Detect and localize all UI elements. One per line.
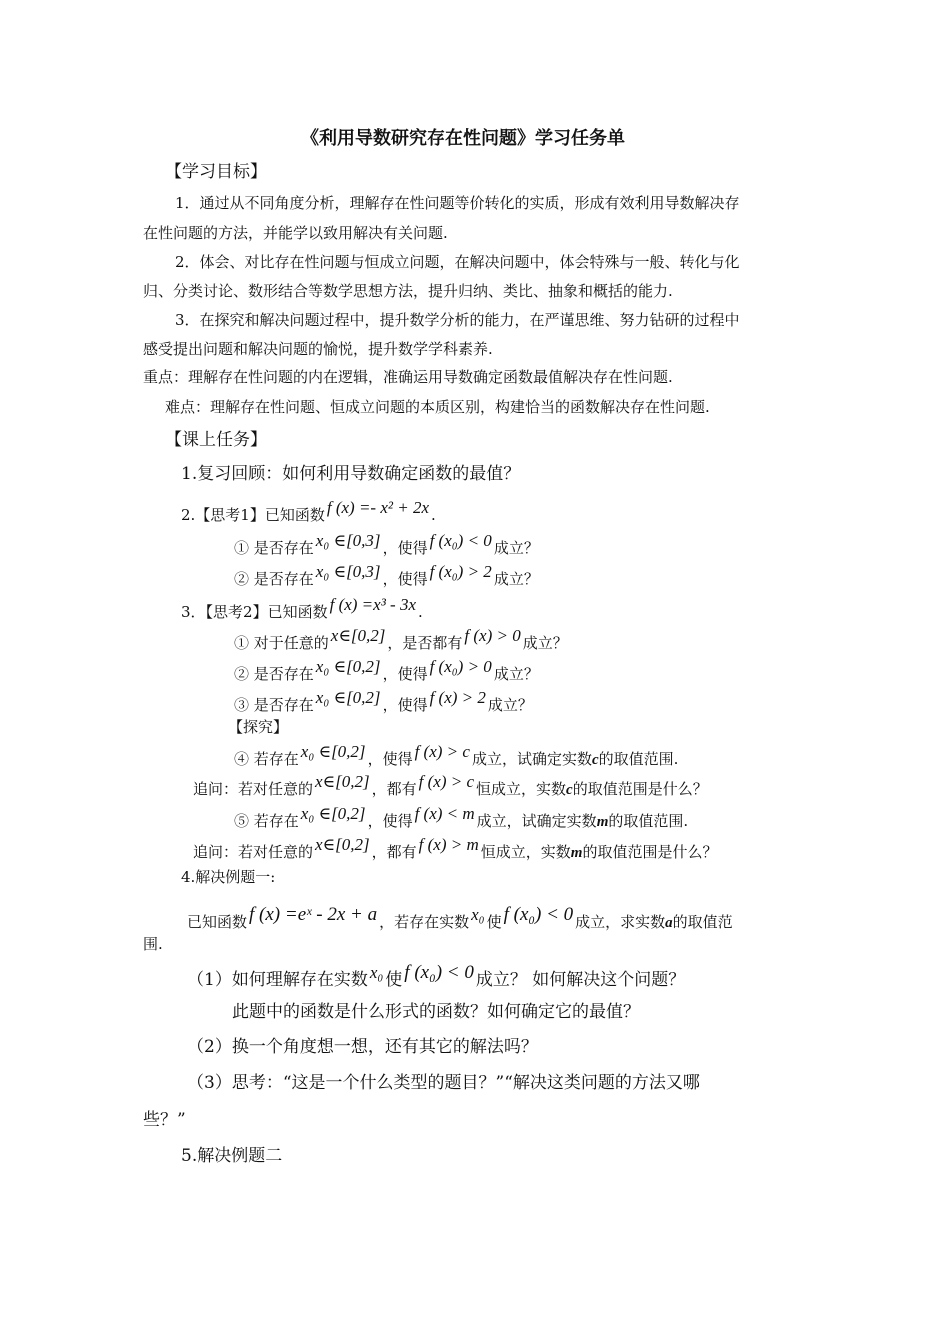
q-text: ② 是否存在 xyxy=(234,570,314,588)
condition-expr: f (x₀) < 0 xyxy=(404,962,474,983)
q-text: 使 xyxy=(486,913,502,931)
objective-1-line2: 在性问题的方法，并能学以致用解决有关问题. xyxy=(143,224,448,242)
objective-3-line2: 感受提出问题和解决问题的愉悦，提升数学学科素养. xyxy=(143,340,493,358)
think1-function: f (x) =- x² + 2x xyxy=(326,498,429,517)
q-text: ，使得 xyxy=(382,539,428,557)
domain-expr: x₀ ∈[0,3] xyxy=(315,531,381,550)
task-review: 1.复习回顾：如何利用导数确定函数的最值？ xyxy=(181,464,521,484)
think2-prefix: 3．【思考2】已知函数 xyxy=(181,603,328,621)
q-text: ，使得 xyxy=(382,696,428,714)
domain-expr: x₀ ∈[0,2] xyxy=(315,657,381,676)
q-text: ③ 是否存在 xyxy=(234,696,314,714)
think2-q3 xyxy=(234,688,533,714)
condition-expr: f (x₀) > 2 xyxy=(429,562,492,581)
q-text: 恒成立，实数 xyxy=(476,780,567,798)
q-text: （1）如何理解存在实数 xyxy=(187,970,368,990)
condition-expr: f (x₀) < 0 xyxy=(429,531,492,550)
q-text: ④ 若存在 xyxy=(234,750,299,768)
variable: c xyxy=(591,752,599,768)
q-text: 成立？ xyxy=(493,570,539,588)
q-text: 成立，试确定实数 xyxy=(471,750,592,768)
q-text: ⑤ 若存在 xyxy=(234,812,299,830)
page-title: 《利用导数研究存在性问题》学习任务单 xyxy=(301,128,625,149)
q-text: 使 xyxy=(385,970,403,990)
variable: c xyxy=(566,782,573,798)
q-text: 的取值范 xyxy=(672,913,733,931)
q-text: ，使得 xyxy=(382,570,428,588)
period: . xyxy=(431,506,436,524)
domain-expr: x₀ ∈[0,2] xyxy=(315,688,381,707)
example1-statement xyxy=(187,904,733,931)
condition-expr: f (x) > c xyxy=(418,772,475,791)
q-text: ，若存在实数 xyxy=(379,913,470,931)
explore-q4 xyxy=(234,742,679,768)
condition-expr: f (x) > 0 xyxy=(464,626,521,645)
example2-heading: 5.解决例题二 xyxy=(181,1146,283,1166)
example1-step3-line1: （3）思考：“这是一个什么类型的题目？”“解决这类问题的方法又哪 xyxy=(187,1073,700,1093)
think2-function: f (x) =x³ - 3x xyxy=(329,595,417,614)
objective-2-line1: 2．体会、对比存在性问题与恒成立问题，在解决问题中，体会特殊与一般、转化与化 xyxy=(175,253,740,271)
variable: a xyxy=(665,915,673,931)
q-text: ① 对于任意的 xyxy=(234,634,329,652)
domain-expr: x₀ ∈[0,2] xyxy=(300,804,366,823)
think1-q1 xyxy=(234,531,539,557)
q-text: 成立？ 如何解决这个问题？ xyxy=(475,970,686,990)
q-text: 成立？ xyxy=(493,539,539,557)
x0-expr: x₀ xyxy=(369,963,384,982)
q-text: 的取值范围是什么？ xyxy=(572,780,708,798)
q-text: 成立，试确定实数 xyxy=(476,812,597,830)
objective-3-line1: 3．在探究和解决问题过程中，提升数学分析的能力，在严谨思维、努力钻研的过程中 xyxy=(175,311,740,329)
example1-tail: 围. xyxy=(143,935,163,953)
example1-step3-line2: 些？” xyxy=(143,1110,186,1130)
domain-expr: x∈[0,2] xyxy=(315,835,370,854)
q-text: ，使得 xyxy=(367,750,413,768)
objective-2-line2: 归、分类讨论、数形结合等数学思想方法，提升归纳、类比、抽象和概括的能力. xyxy=(143,282,673,300)
objectives-heading: 【学习目标】 xyxy=(165,162,267,182)
q-text: 成立？ xyxy=(493,665,539,683)
example1-step1 xyxy=(187,962,686,990)
condition-expr: f (x) < m xyxy=(414,804,475,823)
difficulty: 难点：理解存在性问题、恒成立问题的本质区别，构建恰当的函数解决存在性问题. xyxy=(165,398,710,416)
variable: m xyxy=(596,814,609,830)
explore-q5 xyxy=(234,804,689,830)
tasks-heading: 【课上任务】 xyxy=(165,430,267,450)
think1-line xyxy=(181,498,436,524)
example1-heading: 4.解决例题一: xyxy=(181,868,276,886)
key-point: 重点：理解存在性问题的内在逻辑，准确运用导数确定函数最值解决存在性问题. xyxy=(143,368,673,386)
q-text: ，是否都有 xyxy=(387,634,463,652)
q-text: 恒成立，实数 xyxy=(480,843,571,861)
q-text: 成立，求实数 xyxy=(575,913,666,931)
example1-step1b: 此题中的函数是什么形式的函数？如何确定它的最值？ xyxy=(232,1002,640,1022)
period: . xyxy=(418,603,423,621)
x0-expr: x₀ xyxy=(471,905,485,924)
explore-heading: 【探究】 xyxy=(228,718,289,736)
explore-followup-2 xyxy=(193,835,718,861)
think2-line xyxy=(181,595,423,621)
condition-expr: f (x) > c xyxy=(414,742,470,761)
example1-function: f (x) =eˣ - 2x + a xyxy=(249,904,378,925)
q-text: 成立？ xyxy=(487,696,533,714)
condition-expr: f (x) > 2 xyxy=(429,688,486,707)
think2-q2 xyxy=(234,657,539,683)
think1-q2 xyxy=(234,562,539,588)
q-text: 的取值范围是什么？ xyxy=(582,843,718,861)
q-text: ② 是否存在 xyxy=(234,665,314,683)
domain-expr: x∈[0,2] xyxy=(315,772,370,791)
domain-expr: x₀ ∈[0,3] xyxy=(315,562,381,581)
example1-step2: （2）换一个角度想一想，还有其它的解法吗？ xyxy=(187,1037,538,1057)
q-text: 追问：若对任意的 xyxy=(193,780,314,798)
think2-q1 xyxy=(234,626,568,652)
q-text: 的取值范围. xyxy=(608,812,689,830)
q-text: 成立？ xyxy=(522,634,568,652)
variable: m xyxy=(570,845,583,861)
domain-expr: x∈[0,2] xyxy=(330,626,386,645)
condition-expr: f (x₀) < 0 xyxy=(503,904,574,925)
q-text: 追问：若对任意的 xyxy=(193,843,314,861)
q-text: ，使得 xyxy=(367,812,413,830)
q-text: 的取值范围. xyxy=(598,750,679,768)
q-text: ① 是否存在 xyxy=(234,539,314,557)
q-text: 已知函数 xyxy=(187,913,248,931)
condition-expr: f (x) > m xyxy=(418,835,479,854)
objective-1-line1: 1．通过从不同角度分析，理解存在性问题等价转化的实质，形成有效利用导数解决存 xyxy=(175,194,740,212)
condition-expr: f (x₀) > 0 xyxy=(429,657,492,676)
explore-followup-1 xyxy=(193,772,708,798)
q-text: ，使得 xyxy=(382,665,428,683)
domain-expr: x₀ ∈[0,2] xyxy=(300,742,366,761)
q-text: ，都有 xyxy=(371,843,417,861)
think1-prefix: 2.【思考1】已知函数 xyxy=(181,506,325,524)
q-text: ，都有 xyxy=(371,780,417,798)
